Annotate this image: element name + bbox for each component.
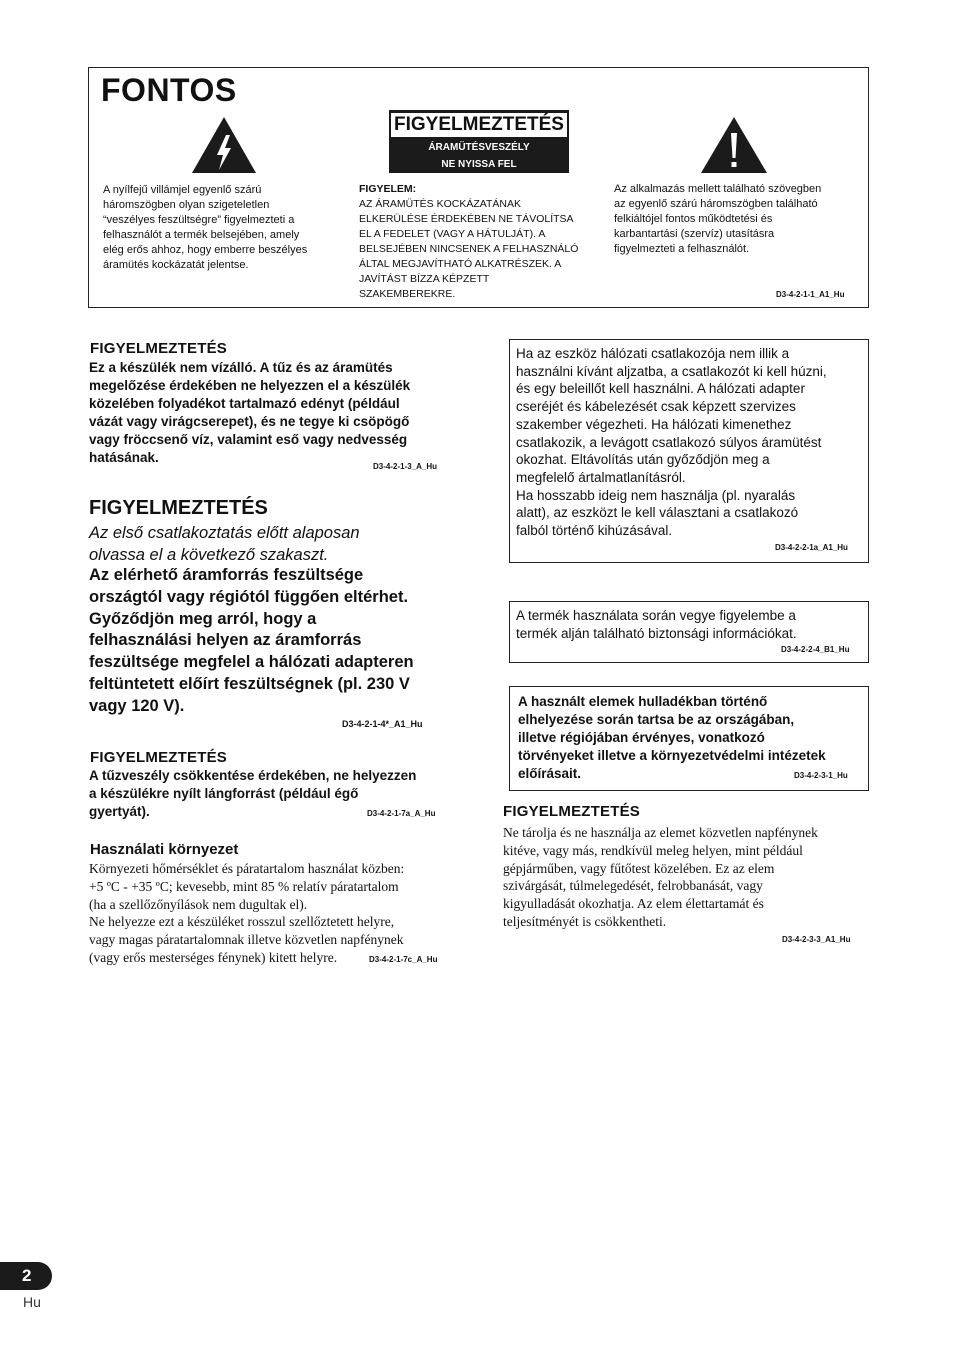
text-line: (ha a szellőzőnyílások nem dugultak el).: [89, 896, 308, 912]
reference-code: D3-4-2-1-7c_A_Hu: [369, 955, 438, 964]
text-line: SZAKEMBEREKRE.: [359, 288, 456, 300]
text-line: megelőzése érdekében ne helyezzen el a készülék: [89, 378, 411, 393]
text-line: előírásait.: [518, 766, 582, 781]
text-line: feltüntetett előírt feszültségnek (pl. 230 V: [89, 674, 410, 693]
warning-banner-line: ÁRAMÜTÉSVESZÉLY: [428, 142, 530, 153]
text-line: csatlakozik, a levágott csatlakozó súlyos áramütést: [516, 434, 822, 450]
page-number: 2: [22, 1266, 32, 1285]
text-line: az egyenlő szárú háromszögben található: [614, 198, 818, 210]
text-line: falból történő kihúzásával.: [516, 523, 673, 539]
reference-code: D3-4-2-1-1_A1_Hu: [776, 290, 845, 299]
caution-text: [359, 182, 604, 302]
language-label: Hu: [23, 1294, 41, 1310]
text-line: Ne tárolja és ne használja az elemet közvetlen napfénynek: [503, 825, 818, 840]
text-line: teljesítményét is csökkentheti.: [503, 913, 667, 929]
text-line: vagy fröccsenő víz, valamint eső vagy nedvesség: [89, 432, 408, 447]
text-line: A termék használata során vegye figyelembe a: [516, 608, 796, 623]
text-line: Környezeti hőmérséklet és páratartalom használat közben:: [89, 861, 405, 876]
text-line: törvényeket illetve a környezetvédelmi intézetek: [518, 748, 826, 763]
plug-notice-text: [516, 345, 866, 540]
exclamation-warning-icon: [699, 115, 769, 175]
text-line: vázát vagy virágcserepet), és ne tegye ki csöpögő: [89, 414, 410, 429]
text-line: Ez a készülék nem vízálló. A tűz és az áramütés: [89, 360, 393, 375]
read-before-text: [89, 522, 449, 566]
reference-code: D3-4-2-2-1a_A1_Hu: [775, 543, 848, 552]
text-line: elhelyezése során tartsa be az országában,: [518, 712, 795, 727]
text-line: A nyílfejű villámjel egyenlő szárú: [103, 184, 262, 196]
text-line: hatásának.: [89, 450, 159, 465]
section-heading: FIGYELMEZTETÉS: [90, 749, 227, 766]
text-line: vagy 120 V).: [89, 696, 185, 715]
lightning-explanation: [103, 183, 343, 273]
text-line: feszültsége megfelel a hálózati adapteren: [89, 653, 414, 672]
warning-banner-title: FIGYELMEZTETÉS: [391, 113, 567, 137]
text-line: +5 ºC - +35 ºC; kevesebb, mint 85 % relatív páratartalom: [89, 878, 399, 894]
text-line: vagy magas páratartalomnak illetve közvetlen napfénynek: [89, 932, 404, 948]
text-line: olvassa el a következő szakaszt.: [89, 546, 329, 564]
text-line: okozhat. Eltávolítás után győződjön meg a: [516, 452, 770, 468]
section-heading: FIGYELMEZTETÉS: [503, 803, 640, 820]
water-warning-text: [89, 359, 449, 467]
text-line: Az első csatlakoztatás előtt alaposan: [89, 524, 360, 542]
text-line: felkiáltójel fontos működtetési és: [614, 213, 773, 225]
text-line: karbantartási (szervíz) utasításra: [614, 228, 775, 240]
page-number-tab: [0, 1262, 52, 1290]
battery-heat-warning-text: [503, 824, 869, 931]
text-line: használni kívánt aljzatba, a csatlakozót ki kell húzni,: [516, 363, 827, 379]
text-line: Győződjön meg arról, hogy a: [89, 609, 317, 628]
text-line: Ha az eszköz hálózati csatlakozója nem illik a: [516, 346, 790, 361]
text-line: szakember végezheti. Ha hálózati kimenethez: [516, 416, 792, 432]
caution-label: FIGYELEM:: [359, 183, 417, 195]
text-line: háromszögben olyan szigeteletlen: [103, 199, 270, 211]
warning-banner: [389, 110, 569, 173]
safety-info-text: [516, 607, 866, 642]
warning-banner-line: NE NYISSA FEL: [441, 159, 517, 170]
reference-code: D3-4-2-3-3_A1_Hu: [782, 935, 851, 944]
text-line: országtól vagy régiótól függően eltérhet.: [89, 587, 409, 606]
page-title: FONTOS: [101, 72, 237, 108]
reference-code: D3-4-2-1-3_A_Hu: [373, 462, 438, 471]
text-line: kitéve, vagy más, rendkívül meleg helyen, mint például: [503, 842, 803, 858]
environment-text: [89, 860, 454, 967]
reference-code: D3-4-2-2-4_B1_Hu: [781, 645, 850, 654]
text-line: JAVÍTÁST BÍZZA KÉPZETT: [359, 273, 490, 285]
text-line: kigyulladását okozhatja. Az elem élettartamát és: [503, 896, 764, 912]
text-line: és egy beleillőt kell használni. A hálózati adapter: [516, 381, 805, 397]
text-line: Az alkalmazás mellett található szövegben: [614, 183, 822, 195]
text-line: megfelelő ártalmatlanításról.: [516, 469, 686, 485]
text-line: termék alján található biztonsági információkat.: [516, 625, 797, 641]
text-line: EL A FEDELET (VAGY A HÁTULJÁT). A: [359, 228, 546, 240]
text-line: a készülékre nyílt lángforrást (például égő: [89, 786, 359, 801]
reference-code: D3-4-2-1-4*_A1_Hu: [342, 719, 423, 729]
text-line: közelében folyadékot tartalmazó edényt (például: [89, 396, 400, 411]
section-heading: FIGYELMEZTETÉS: [90, 340, 227, 357]
lightning-warning-icon: [190, 115, 258, 175]
text-line: gyertyát).: [89, 804, 150, 819]
text-line: Az elérhető áramforrás feszültsége: [89, 566, 364, 584]
text-line: felhasználási helyen az áramforrás: [89, 631, 362, 650]
text-line: áramütés kockázatát jelentse.: [103, 259, 249, 271]
reference-code: D3-4-2-1-7a_A_Hu: [367, 809, 436, 818]
text-line: figyelmezteti a felhasználót.: [614, 243, 750, 255]
text-line: ÁLTAL MEGJAVÍTHATÓ ALKATRÉSZEK. A: [359, 258, 562, 270]
text-line: alatt), az eszközt le kell választani a csatlakozó: [516, 505, 799, 521]
text-line: elég erős ahhoz, hogy emberre beszélyes: [103, 244, 308, 256]
text-line: cseréjét és kábelezését csak képzett szervizes: [516, 399, 796, 415]
text-line: “veszélyes feszültségre” figyelmezteti a: [103, 214, 295, 226]
voltage-warning-text: [89, 565, 454, 718]
text-line: illetve régiójában érvényes, vonatkozó: [518, 730, 765, 745]
text-line: Ha hosszabb ideig nem használja (pl. nyaralás: [516, 487, 796, 503]
exclamation-explanation: [614, 182, 859, 257]
text-line: (vagy erős mesterséges fénynek) kitett helyre.: [89, 949, 338, 965]
text-line: Ne helyezze ezt a készüléket rosszul szellőztetett helyre,: [89, 914, 395, 930]
text-line: szivárgását, túlmelegedését, felrobbanását, vagy: [503, 878, 763, 894]
reference-code: D3-4-2-3-1_Hu: [794, 771, 848, 780]
text-line: felhasználót a termék belsejében, amely: [103, 229, 300, 241]
text-line: gépjárműben, vagy fűtőtest közelében. Ez az elem: [503, 860, 775, 876]
text-line: A tűzveszély csökkentése érdekében, ne helyezzen: [89, 768, 417, 783]
text-line: ELKERÜLÉSE ÉRDEKÉBEN NE TÁVOLÍTSA: [359, 213, 574, 225]
text-line: A használt elemek hulladékban történő: [518, 694, 768, 709]
text-line: BELSEJÉBEN NINCSENEK A FELHASZNÁLÓ: [359, 243, 579, 255]
battery-disposal-text: [518, 693, 863, 783]
section-heading: FIGYELMEZTETÉS: [89, 497, 268, 519]
text-line: AZ ÁRAMÜTÉS KOCKÁZATÁNAK: [359, 198, 521, 210]
section-heading: Használati környezet: [90, 841, 239, 858]
